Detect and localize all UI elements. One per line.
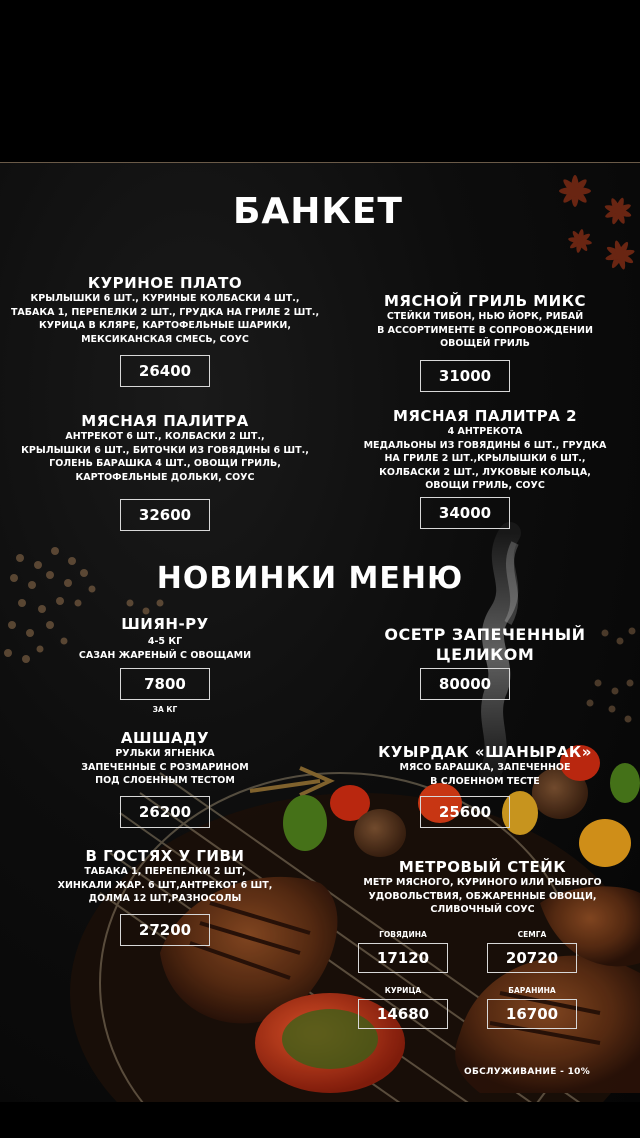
desc-line: КРЫЛЫШКИ 6 ШТ., КУРИНЫЕ КОЛБАСКИ 4 ШТ.,	[30, 293, 300, 304]
desc-line: МЯСО БАРАШКА, ЗАПЕЧЕННОЕ	[399, 762, 571, 773]
item-description	[0, 430, 330, 484]
desc-line: САЗАН ЖАРЕНЫЙ С ОВОЩАМИ	[78, 649, 252, 661]
desc-line: ТАБАКА 1, ПЕРЕПЕЛКИ 2 ШТ., ГРУДКА НА ГРИЛЕ 2 ШТ.,	[10, 306, 320, 318]
item-title-line-2: ЦЕЛИКОМ	[435, 645, 535, 664]
item-description	[330, 876, 635, 917]
item-title: МЕТРОВЫЙ СТЕЙК	[398, 858, 567, 876]
option-label-chicken: КУРИЦА	[384, 986, 422, 995]
new-item-sturgeon	[340, 625, 630, 665]
price-box: 26200	[120, 796, 210, 828]
desc-line: МЕТР МЯСНОГО, КУРИНОГО ИЛИ РЫБНОГО	[363, 877, 602, 888]
item-title: В ГОСТЯХ У ГИВИ	[85, 847, 245, 865]
bottom-black-band	[0, 1102, 640, 1138]
desc-line: НА ГРИЛЕ 2 ШТ.,КРЫЛЫШКИ 6 ШТ.,	[384, 453, 586, 464]
desc-line: РУЛЬКИ ЯГНЕНКА	[115, 748, 215, 759]
option-label-beef: ГОВЯДИНА	[379, 930, 427, 939]
desc-line: МЕДАЛЬОНЫ ИЗ ГОВЯДИНЫ 6 ШТ., ГРУДКА	[363, 439, 607, 451]
desc-line: ХИНКАЛИ ЖАР. 6 ШТ,АНТРЕКОТ 6 ШТ,	[57, 879, 273, 891]
price-box: 27200	[120, 914, 210, 946]
price-box: 26400	[120, 355, 210, 387]
item-title: КУРИНОЕ ПЛАТО	[87, 274, 243, 292]
item-description	[0, 292, 330, 346]
banquet-item-meat-palette-2	[330, 407, 640, 493]
desc-line: УДОВОЛЬСТВИЯ, ОБЖАРЕННЫЕ ОВОЩИ,	[368, 890, 597, 902]
menu-panel	[0, 162, 640, 1102]
desc-line: КУРИЦА В КЛЯРЕ, КАРТОФЕЛЬНЫЕ ШАРИКИ,	[39, 320, 291, 331]
option-label-salmon: СЕМГА	[517, 930, 547, 939]
item-description	[330, 425, 640, 493]
item-description	[55, 747, 275, 788]
item-title: МЯСНОЙ ГРИЛЬ МИКС	[383, 292, 587, 310]
price-box: 32600	[120, 499, 210, 531]
desc-line: КАРТОФЕЛЬНЫЕ ДОЛЬКИ, СОУС	[75, 471, 255, 483]
option-label-lamb: БАРАНИНА	[508, 986, 556, 995]
new-item-givi	[40, 847, 290, 906]
item-title: МЯСНАЯ ПАЛИТРА	[81, 412, 249, 430]
new-menu-heading: НОВИНКИ МЕНЮ	[156, 561, 464, 596]
desc-line: ПОД СЛОЕННЫМ ТЕСТОМ	[95, 775, 235, 786]
price-box-lamb: 16700	[487, 999, 577, 1029]
desc-line: АНТРЕКОТ 6 ШТ., КОЛБАСКИ 2 ШТ.,	[65, 431, 265, 442]
desc-line: ЗАПЕЧЕННЫЕ С РОЗМАРИНОМ	[81, 761, 249, 773]
new-item-meter-steak	[330, 858, 635, 917]
desc-line: В АССОРТИМЕНТЕ В СОПРОВОЖДЕНИИ	[377, 324, 593, 336]
item-description	[334, 310, 636, 351]
top-black-band	[0, 0, 640, 162]
item-description	[55, 635, 275, 662]
new-item-ashshadu	[55, 729, 275, 788]
new-item-shiyan-ru	[55, 615, 275, 662]
desc-line: ГОЛЕНЬ БАРАШКА 4 ШТ., ОВОЩИ ГРИЛЬ,	[49, 458, 281, 469]
desc-line: В СЛОЕННОМ ТЕСТЕ	[430, 775, 540, 787]
item-description	[340, 761, 630, 788]
per-kg-note: ЗА КГ	[152, 705, 178, 714]
item-title: КУЫРДАК «ШАНЫРАК»	[378, 743, 592, 761]
banquet-item-meat-palette	[0, 412, 330, 484]
desc-line: СТЕЙКИ ТИБОН, НЬЮ ЙОРК, РИБАЙ	[386, 311, 584, 322]
price-box: 34000	[420, 497, 510, 529]
banquet-heading: БАНКЕТ	[232, 191, 403, 232]
item-description	[40, 865, 290, 906]
price-box-beef: 17120	[358, 943, 448, 973]
service-charge: ОБСЛУЖИВАНИЕ - 10%	[464, 1067, 591, 1077]
desc-line: ОВОЩЕЙ ГРИЛЬ	[440, 338, 530, 349]
item-title: МЯСНАЯ ПАЛИТРА 2	[392, 407, 578, 425]
price-box-chicken: 14680	[358, 999, 448, 1029]
desc-line: ОВОЩИ ГРИЛЬ, СОУС	[425, 480, 545, 491]
desc-line: 4-5 КГ	[147, 636, 183, 647]
desc-line: МЕКСИКАНСКАЯ СМЕСЬ, СОУС	[81, 333, 249, 345]
banquet-item-meat-grill-mix	[334, 292, 636, 351]
item-title: ШИЯН-РУ	[121, 615, 209, 633]
desc-line: КРЫЛЫШКИ 6 ШТ., БИТОЧКИ ИЗ ГОВЯДИНЫ 6 ШТ.,	[21, 444, 309, 456]
price-box: 7800	[120, 668, 210, 700]
item-title: ОСЕТР ЗАПЕЧЕННЫЙ	[384, 625, 586, 644]
desc-line: ТАБАКА 1, ПЕРЕПЕЛКИ 2 ШТ,	[84, 866, 246, 877]
desc-line: СЛИВОЧНЫЙ СОУС	[430, 904, 535, 915]
desc-line: КОЛБАСКИ 2 ШТ., ЛУКОВЫЕ КОЛЬЦА,	[379, 466, 591, 478]
price-box-salmon: 20720	[487, 943, 577, 973]
desc-line: ДОЛМА 12 ШТ,РАЗНОСОЛЫ	[88, 893, 242, 904]
item-title: АШШАДУ	[120, 729, 210, 747]
price-box: 80000	[420, 668, 510, 700]
desc-line: 4 АНТРЕКОТА	[447, 426, 523, 437]
new-item-kuyrdak	[340, 743, 630, 788]
banquet-item-chicken-plate	[0, 274, 330, 346]
price-box: 31000	[420, 360, 510, 392]
price-box: 25600	[420, 796, 510, 828]
